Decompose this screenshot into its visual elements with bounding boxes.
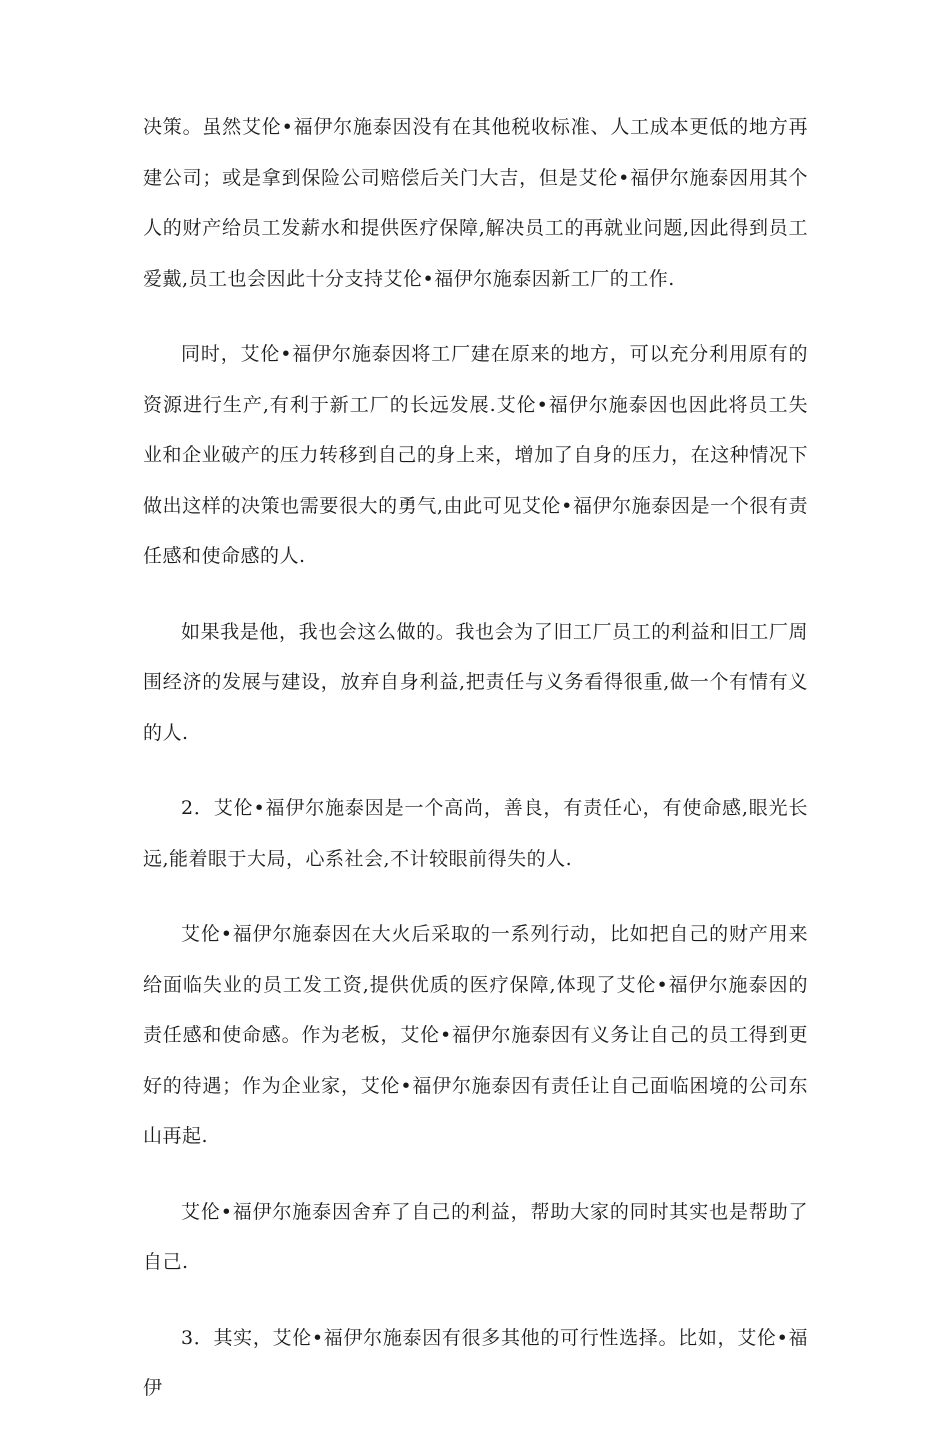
paragraph-5: 艾伦•福伊尔施泰因在大火后采取的一系列行动，比如把自己的财产用来给面临失业的员工发工资,提供优质的医疗保障,体现了艾伦•福伊尔施泰因的责任感和使命感。作为老板，艾伦•福伊尔施泰因有义务让自己的员工得到更好的待遇；作为企业家，艾伦•福伊尔施泰因有责任让自己面临困境的公司东山再起. xyxy=(143,923,808,1147)
paragraph-2: 同时，艾伦•福伊尔施泰因将工厂建在原来的地方，可以充分利用原有的资源进行生产,有利于新工厂的长远发展.艾伦•福伊尔施泰因也因此将员工失业和企业破产的压力转移到自己的身上来，增加了自身的压力，在这种情况下做出这样的决策也需要很大的勇气,由此可见艾伦•福伊尔施泰因是一个很有责任感和使命感的人. xyxy=(143,343,808,567)
paragraph-6: 艾伦•福伊尔施泰因舍弃了自己的利益，帮助大家的同时其实也是帮助了自己. xyxy=(143,1200,808,1273)
paragraph-7: 3．其实，艾伦•福伊尔施泰因有很多其他的可行性选择。比如，艾伦•福伊 xyxy=(143,1326,808,1399)
paragraph-3: 如果我是他，我也会这么做的。我也会为了旧工厂员工的利益和旧工厂周围经济的发展与建设，放弃自身利益,把责任与义务看得很重,做一个有情有义的人. xyxy=(143,620,808,744)
paragraph-4: 2．艾伦•福伊尔施泰因是一个高尚，善良，有责任心，有使命感,眼光长远,能着眼于大局，心系社会,不计较眼前得失的人. xyxy=(143,797,808,870)
document-body xyxy=(143,102,808,1439)
paragraph-1: 决策。虽然艾伦•福伊尔施泰因没有在其他税收标准、人工成本更低的地方再建公司；或是拿到保险公司赔偿后关门大吉，但是艾伦•福伊尔施泰因用其个人的财产给员工发薪水和提供医疗保障,解决员工的再就业问题,因此得到员工爱戴,员工也会因此十分支持艾伦•福伊尔施泰因新工厂的工作. xyxy=(143,116,808,290)
